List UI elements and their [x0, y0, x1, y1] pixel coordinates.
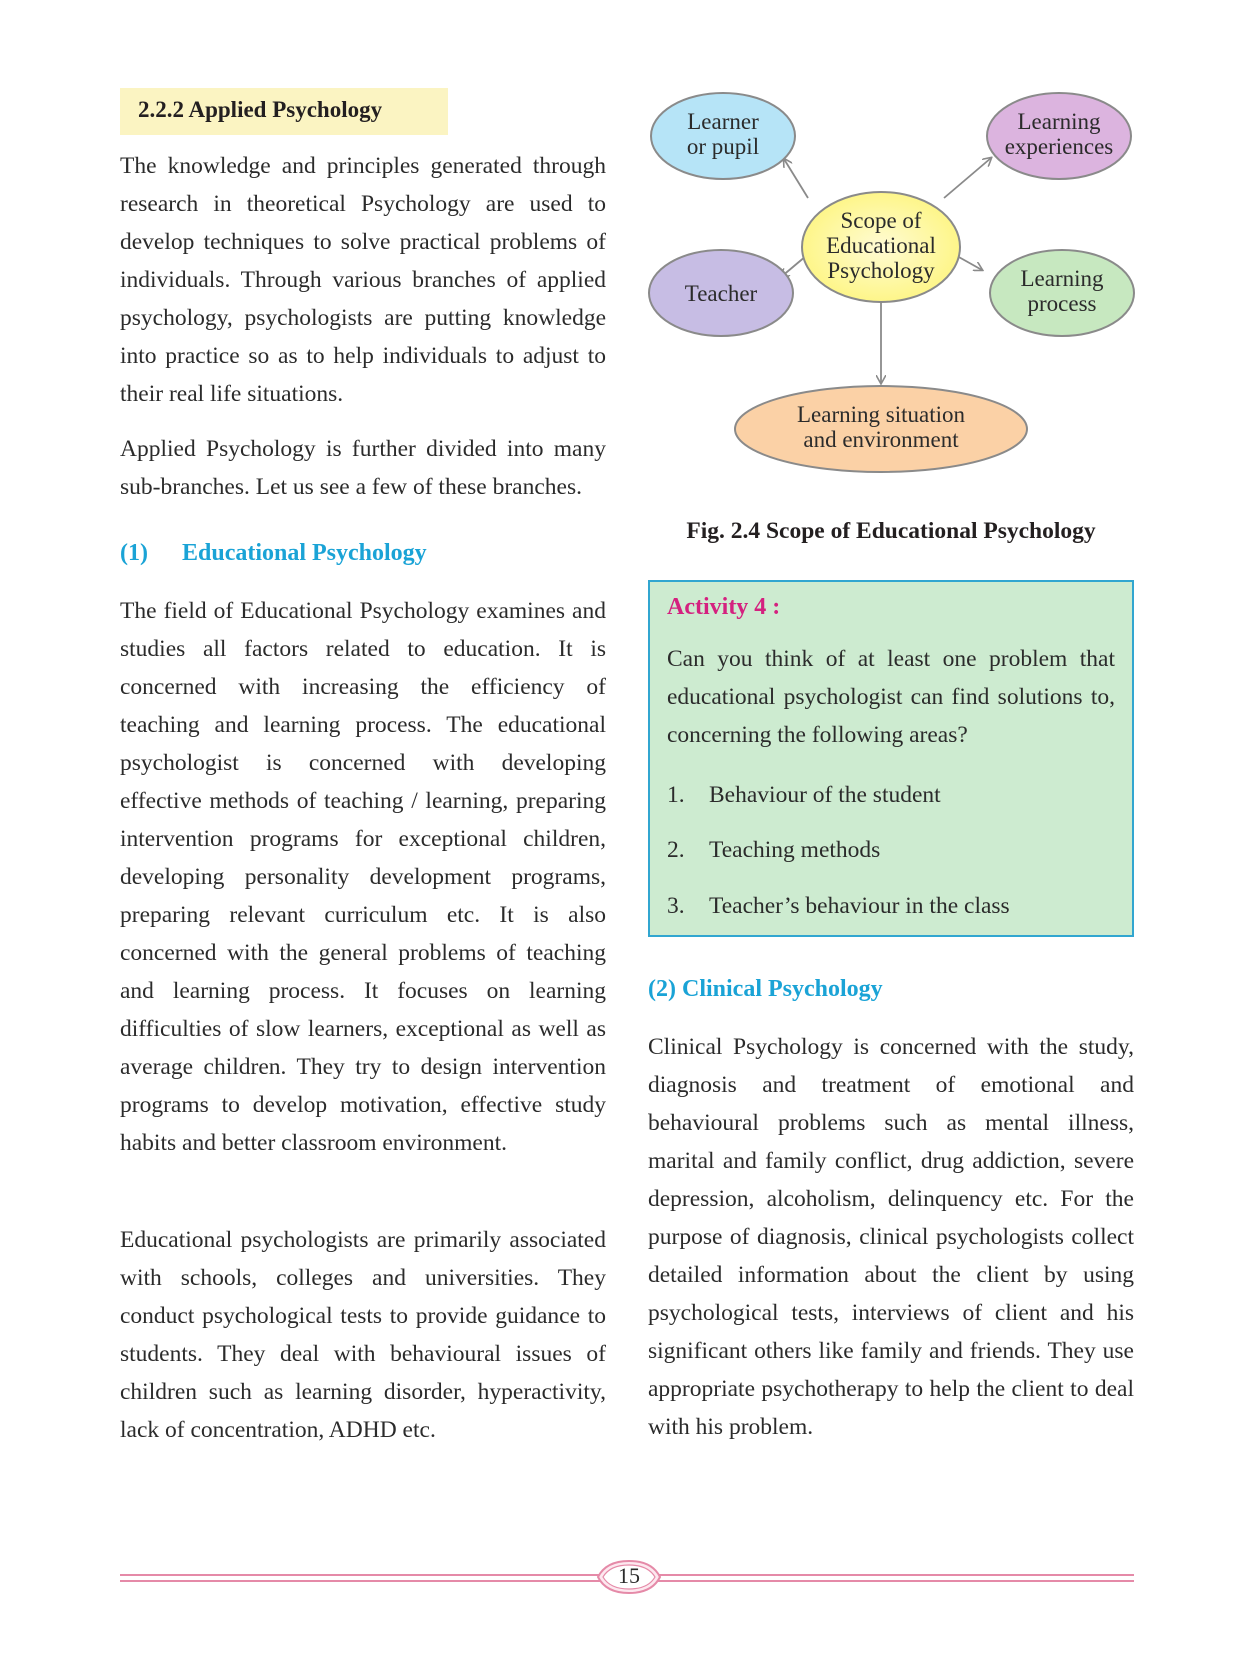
- scope-diagram: [640, 84, 1140, 484]
- activity-box: [648, 580, 1134, 937]
- intro-paragraph-1: The knowledge and principles generated through research in theoretical Psychology are used to develop techniques to solve practical problems of individuals. Through various branches of applied psychology, psychologists are putting knowledge into practice so as to help individuals to adjust to their real life situations.: [120, 153, 606, 407]
- arrow-to-experiences: [944, 158, 991, 198]
- teacher-label: Teacher: [684, 281, 758, 306]
- process-label-2: process: [1027, 291, 1097, 316]
- page-number: 15: [618, 1563, 640, 1588]
- center-label-3: Psychology: [827, 258, 935, 283]
- arrow-to-learner: [784, 159, 808, 198]
- center-label-2: Educational: [826, 233, 936, 258]
- educational-paragraph-2: Educational psychologists are primarily associated with schools, colleges and universities. They conduct psychological tests to provide guidance to students. They deal with behavioural issues of children such as learning disorder, hyperactivity, lack of concentration, ADHD etc.: [120, 1227, 606, 1443]
- activity-question: Can you think of at least one problem that educational psychologist can find solutions to, concerning the following areas?: [667, 646, 1115, 748]
- section-title: 2.2.2 Applied Psychology: [120, 88, 448, 135]
- figure-caption: Fig. 2.4 Scope of Educational Psychology: [686, 518, 1096, 544]
- heading-text: Educational Psychology: [181, 540, 427, 566]
- clinical-paragraph: Clinical Psychology is concerned with the study, diagnosis and treatment of emotional and behavioural problems such as mental illness, marital and family conflict, drug addiction, severe depression, alcoholism, delinquency etc. For the purpose of diagnosis, clinical psychologists collect detailed information about the client by using psychological tests, interviews of client and his significant others like family and friends. They use appropriate psychotherapy to help the client to deal with his problem.: [648, 1034, 1134, 1440]
- item-text: Teaching methods: [709, 837, 881, 863]
- clinical-psychology-heading: (2) Clinical Psychology: [648, 976, 883, 1002]
- arrow-to-process: [957, 256, 982, 270]
- educational-paragraph-1: The field of Educational Psychology examines and studies all factors related to education. It is concerned with increasing the efficiency of teaching and learning process. The educational psychologist is concerned with developing effective methods of teaching / learning, preparing intervention programs for exceptional children, developing personality development programs, preparing relevant curriculum etc. It is also concerned with the general problems of teaching and learning process. It focuses on learning difficulties of slow learners, exceptional as well as average children. They try to design intervention programs to develop motivation, effective study habits and better classroom environment.: [120, 598, 606, 1156]
- experiences-label-1: Learning: [1017, 109, 1101, 134]
- item-number: 3.: [667, 893, 685, 919]
- item-text: Behaviour of the student: [709, 782, 941, 808]
- center-label-1: Scope of: [840, 208, 922, 233]
- heading-number: (1): [120, 540, 148, 566]
- item-text: Teacher’s behaviour in the class: [709, 893, 1010, 919]
- educational-psychology-heading: [120, 540, 427, 567]
- experiences-label-2: experiences: [1004, 134, 1114, 159]
- process-label-1: Learning: [1020, 266, 1104, 291]
- learner-label-2: or pupil: [686, 134, 760, 159]
- activity-item: [667, 893, 1010, 920]
- item-number: 2.: [667, 837, 685, 863]
- activity-title: Activity 4 :: [667, 594, 781, 620]
- learner-label-1: Learner: [687, 109, 759, 134]
- item-number: 1.: [667, 782, 685, 808]
- activity-item: [667, 837, 880, 864]
- situation-label-1: Learning situation: [797, 402, 965, 427]
- activity-item: [667, 782, 941, 809]
- situation-label-2: and environment: [803, 427, 959, 452]
- intro-paragraph-2: Applied Psychology is further divided into many sub-branches. Let us see a few of these branches.: [120, 436, 606, 500]
